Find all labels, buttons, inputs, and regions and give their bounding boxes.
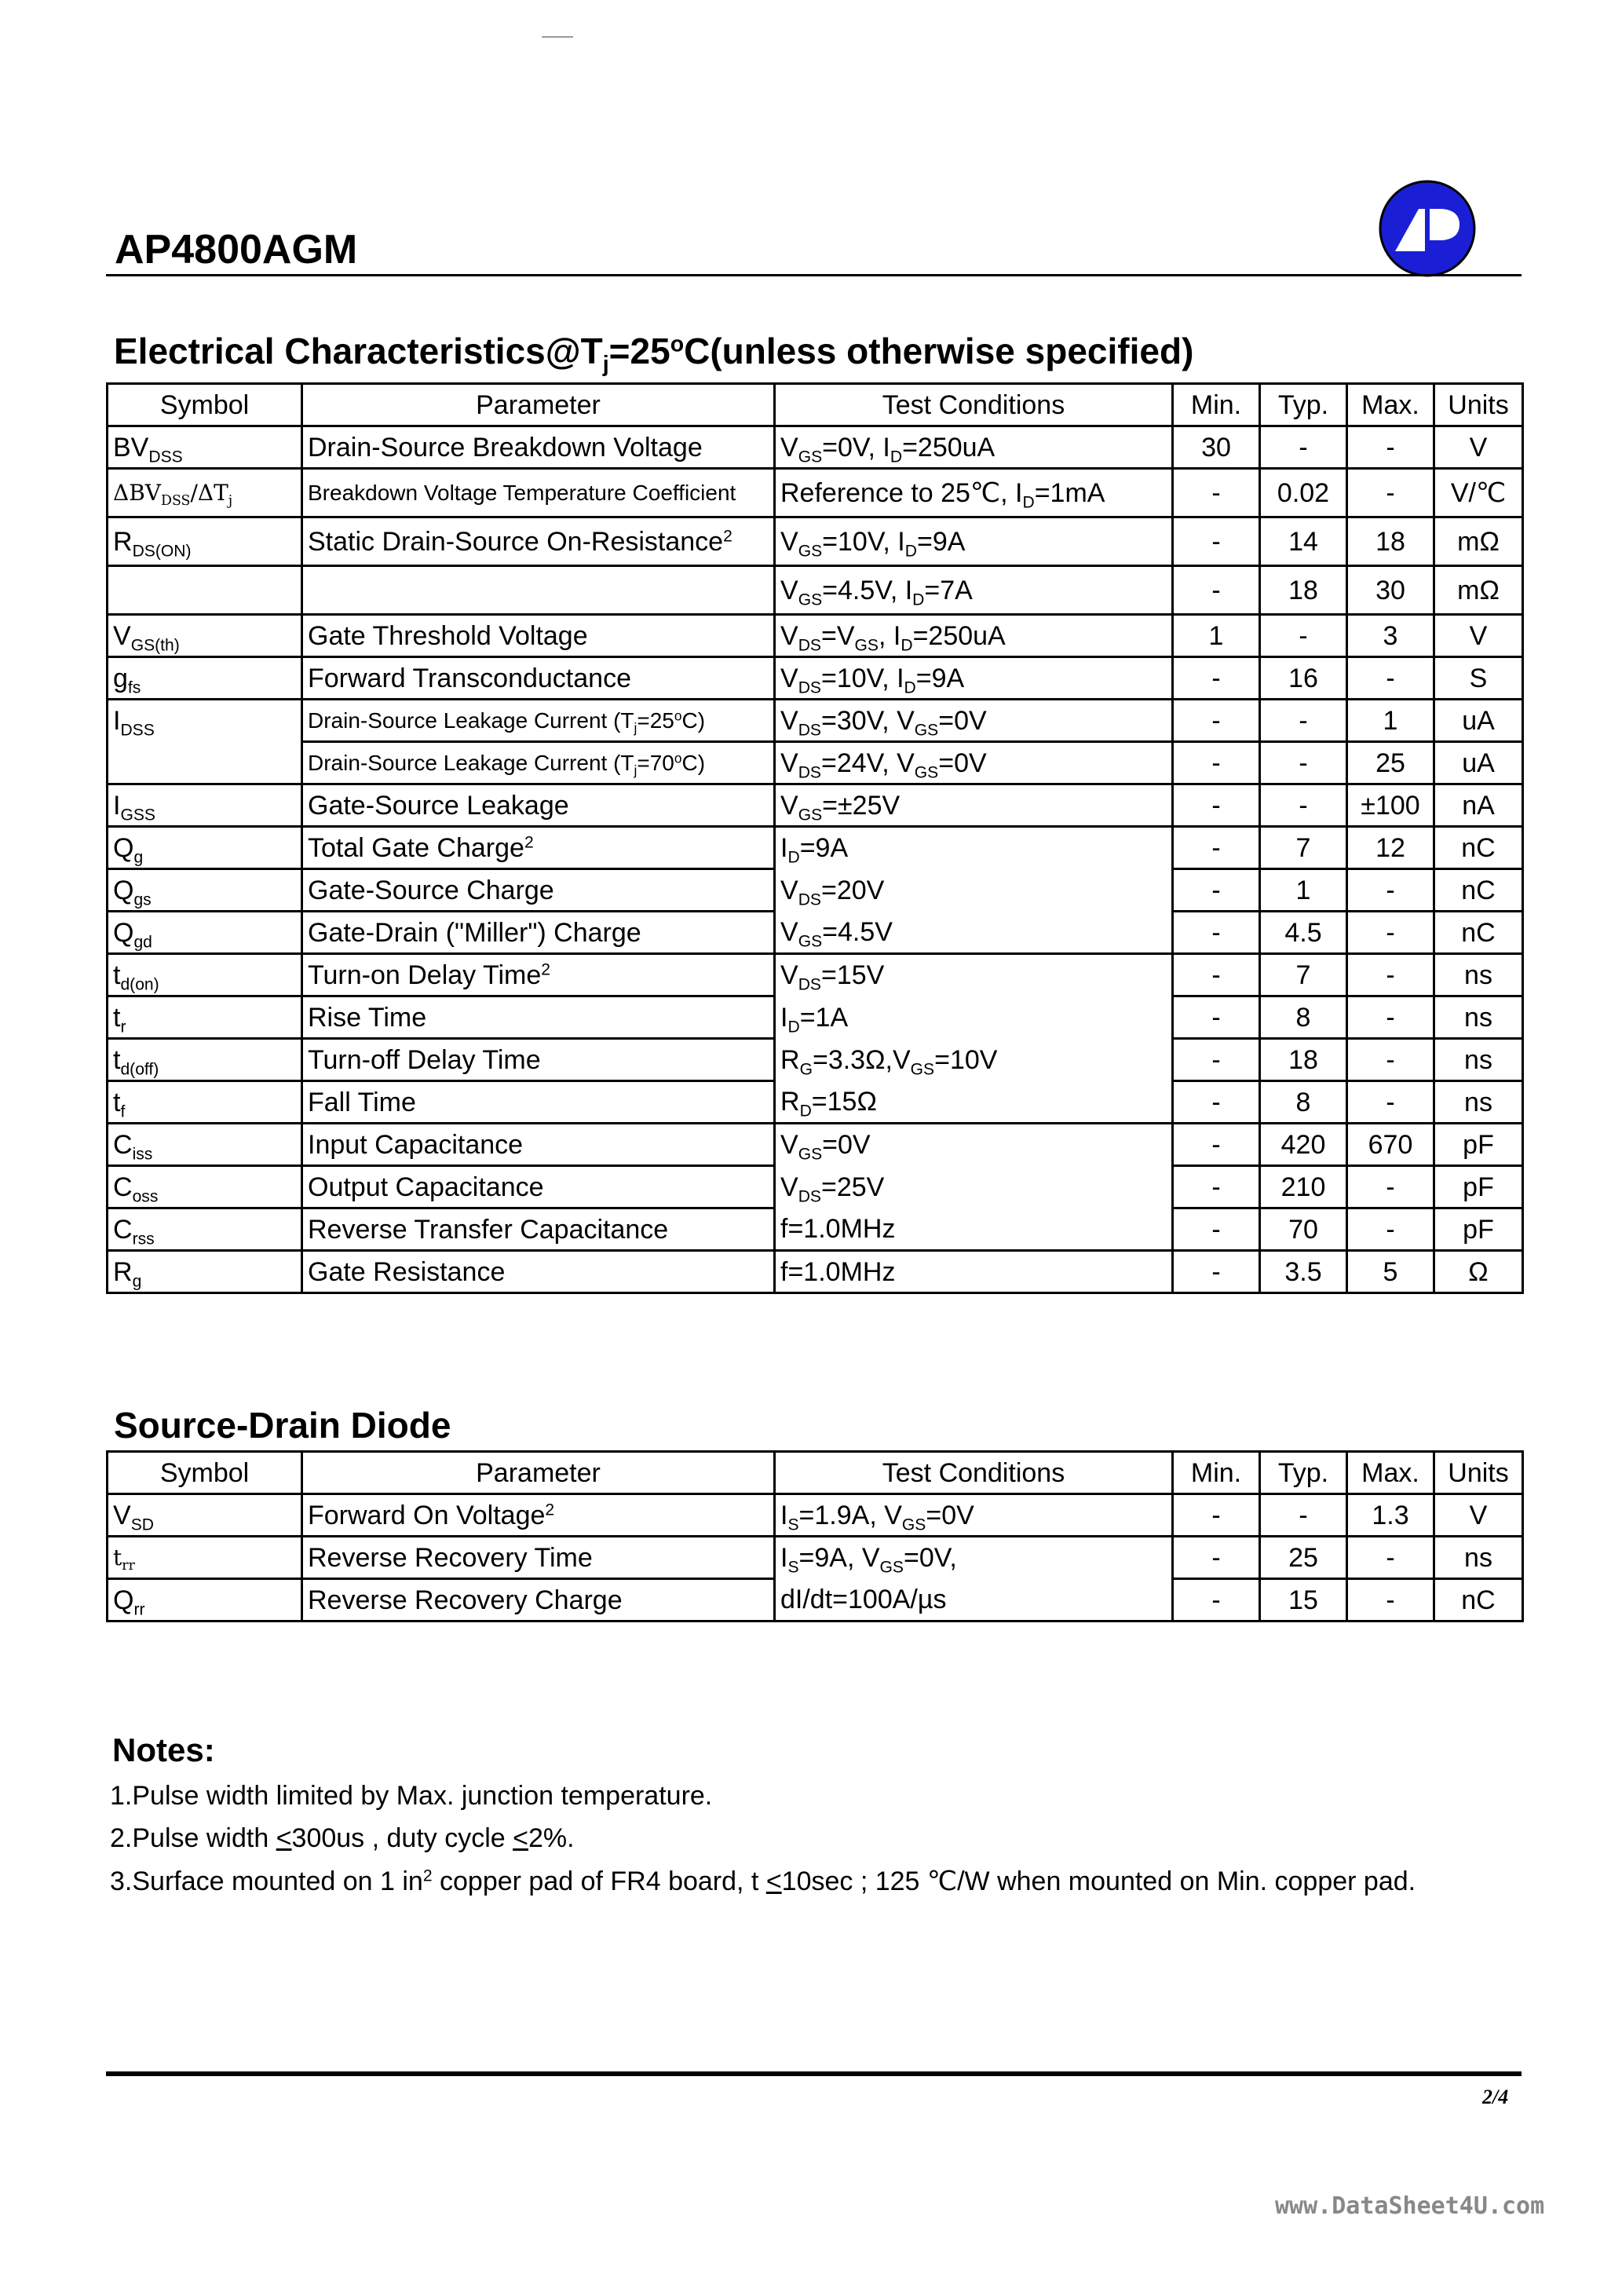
cell-min: - [1173,1039,1260,1081]
cell-symbol: $Q_{gs}$ [108,869,302,912]
table-row [108,996,1523,1039]
cell-parameter: Forward Transconductance [302,657,775,700]
table-row [108,517,1523,566]
cell-conditions: $V_{GS}=0V$, $I_D=250uA$ [775,426,1173,469]
cell-conditions: $I_S=9A$, $V_{GS}=0V$, [775,1537,1173,1579]
cell-symbol: $C_{oss}$ [108,1166,302,1208]
cell-typ: 25 [1260,1537,1347,1579]
cell-typ: - [1260,615,1347,657]
cell-unit: nC [1434,827,1523,869]
cell-conditions: $V_{DS}=30V$, $V_{GS}=0V$ [775,700,1173,742]
cell-typ: 18 [1260,1039,1347,1081]
cell-max: 670 [1347,1124,1434,1166]
cell-typ: - [1260,1494,1347,1537]
header-parameter: Parameter [302,1452,775,1494]
note-1: 1.Pulse width limited by Max. junction temperature. [110,1781,713,1811]
cell-symbol [108,742,302,784]
cell-conditions: $R_G=3.3\Omega,V_{GS}=10V$ [775,1039,1173,1081]
cell-unit: nC [1434,869,1523,912]
cell-conditions: $V_{GS}=\pm 25V$ [775,784,1173,827]
cell-max: - [1347,426,1434,469]
cell-parameter: Gate-Source Charge [302,869,775,912]
cell-unit: ns [1434,1081,1523,1124]
cell-symbol: $t_r$ [108,996,302,1039]
table-row [108,615,1523,657]
cell-unit: nC [1434,1579,1523,1621]
cell-min: - [1173,517,1260,566]
cell-max: - [1347,1166,1434,1208]
cell-min: - [1173,954,1260,996]
cell-symbol: $I_{DSS}$ [108,700,302,742]
header-conditions: Test Conditions [775,384,1173,426]
table-row [108,1081,1523,1124]
cell-symbol: $g_{fs}$ [108,657,302,700]
cell-typ: 8 [1260,1081,1347,1124]
cell-max: 18 [1347,517,1434,566]
source-drain-diode-table [106,1450,1524,1622]
cell-typ: - [1260,700,1347,742]
cell-typ: 1 [1260,869,1347,912]
cell-symbol: $R_{DS(ON)}$ [108,517,302,566]
cell-symbol: $Q_{gd}$ [108,912,302,954]
cell-typ: - [1260,426,1347,469]
cell-unit: ns [1434,1537,1523,1579]
cell-typ: - [1260,784,1347,827]
note-2: 2.Pulse width <300us , duty cycle <2%. [110,1823,575,1853]
cell-typ: 70 [1260,1208,1347,1251]
header-min: Min. [1173,384,1260,426]
cell-min: - [1173,566,1260,615]
table-header-row [108,384,1523,426]
cell-max: - [1347,996,1434,1039]
cell-min: - [1173,1251,1260,1293]
cell-typ: 4.5 [1260,912,1347,954]
part-number: AP4800AGM [115,227,358,272]
cell-symbol: $V_{SD}$ [108,1494,302,1537]
cell-symbol: $t_{rr}$ [108,1537,302,1579]
cell-unit: uA [1434,742,1523,784]
table-row [108,1208,1523,1251]
cell-min: - [1173,996,1260,1039]
cell-typ: 14 [1260,517,1347,566]
cell-parameter: Turn-off Delay Time [302,1039,775,1081]
cell-parameter: Gate-Source Leakage [302,784,775,827]
header-max: Max. [1347,384,1434,426]
cell-symbol: $R_g$ [108,1251,302,1293]
page-number: 2/4 [1482,2086,1509,2108]
table-row [108,954,1523,996]
cell-unit: nA [1434,784,1523,827]
cell-max: - [1347,1208,1434,1251]
cell-conditions: $V_{GS}=4.5V$ [775,912,1173,954]
note-3: 3.Surface mounted on 1 $in^2$ copper pad of FR4 board, t <10sec ; 125 ℃/W when mounted on Min. copper pad. [110,1866,1416,1896]
cell-conditions: Reference to 25℃, $I_D=1mA$ [775,469,1173,517]
cell-parameter: Input Capacitance [302,1124,775,1166]
table-row [108,742,1523,784]
top-mark [542,36,573,38]
cell-symbol: $t_{d(off)}$ [108,1039,302,1081]
cell-max: 12 [1347,827,1434,869]
cell-typ: 210 [1260,1166,1347,1208]
cell-parameter: Reverse Transfer Capacitance [302,1208,775,1251]
table-row [108,1537,1523,1579]
table-row [108,912,1523,954]
cell-max: - [1347,1039,1434,1081]
cell-parameter: Total Gate Charge$^2$ [302,827,775,869]
cell-parameter: Drain-Source Leakage Current $(T_j=25^oC)$ [302,700,775,742]
cell-max: - [1347,954,1434,996]
cell-symbol [108,566,302,615]
cell-typ: 0.02 [1260,469,1347,517]
cell-max: - [1347,869,1434,912]
cell-min: - [1173,1208,1260,1251]
cell-unit: S [1434,657,1523,700]
cell-symbol: $t_{d(on)}$ [108,954,302,996]
cell-min: 30 [1173,426,1260,469]
cell-max: - [1347,469,1434,517]
cell-max: 1.3 [1347,1494,1434,1537]
cell-parameter: Drain-Source Leakage Current $(T_j=70^oC)$ [302,742,775,784]
cell-max: 25 [1347,742,1434,784]
cell-conditions: f=1.0MHz [775,1208,1173,1251]
cell-typ: 8 [1260,996,1347,1039]
table-row [108,1251,1523,1293]
notes-title: Notes: [112,1731,215,1768]
cell-conditions: $V_{DS}=V_{GS}$, $I_D=250uA$ [775,615,1173,657]
cell-conditions: $I_D=9A$ [775,827,1173,869]
header-parameter: Parameter [302,384,775,426]
cell-min: - [1173,469,1260,517]
cell-conditions: $V_{GS}=4.5V$, $I_D=7A$ [775,566,1173,615]
cell-conditions: dI/dt=100A/µs [775,1579,1173,1621]
cell-parameter: Rise Time [302,996,775,1039]
cell-min: - [1173,912,1260,954]
cell-conditions: $I_D=1A$ [775,996,1173,1039]
header-typ: Typ. [1260,1452,1347,1494]
cell-min: - [1173,1124,1260,1166]
cell-conditions: $V_{GS}=10V$, $I_D=9A$ [775,517,1173,566]
cell-parameter: Gate Threshold Voltage [302,615,775,657]
cell-max: - [1347,657,1434,700]
header-symbol: Symbol [108,384,302,426]
cell-parameter: Gate Resistance [302,1251,775,1293]
cell-symbol: $BV_{DSS}$ [108,426,302,469]
cell-conditions: f=1.0MHz [775,1251,1173,1293]
cell-unit: uA [1434,700,1523,742]
cell-max: - [1347,1579,1434,1621]
cell-max: - [1347,1081,1434,1124]
cell-parameter: Reverse Recovery Charge [302,1579,775,1621]
cell-max: 30 [1347,566,1434,615]
cell-symbol: $C_{rss}$ [108,1208,302,1251]
cell-conditions: $V_{DS}=15V$ [775,954,1173,996]
cell-min: - [1173,827,1260,869]
cell-min: - [1173,1537,1260,1579]
table-row [108,784,1523,827]
header-units: Units [1434,1452,1523,1494]
cell-unit: V [1434,1494,1523,1537]
table-row [108,1124,1523,1166]
cell-conditions: $I_S=1.9A$, $V_{GS}=0V$ [775,1494,1173,1537]
cell-parameter: Turn-on Delay Time$^2$ [302,954,775,996]
cell-unit: V/℃ [1434,469,1523,517]
cell-parameter: Reverse Recovery Time [302,1537,775,1579]
cell-parameter: Drain-Source Breakdown Voltage [302,426,775,469]
cell-min: - [1173,742,1260,784]
cell-unit: mΩ [1434,566,1523,615]
cell-parameter: Output Capacitance [302,1166,775,1208]
cell-symbol: $Q_{rr}$ [108,1579,302,1621]
cell-typ: 18 [1260,566,1347,615]
cell-min: - [1173,869,1260,912]
watermark: www.DataSheet4U.com [1275,2192,1545,2220]
header-max: Max. [1347,1452,1434,1494]
cell-symbol: $C_{iss}$ [108,1124,302,1166]
header-conditions: Test Conditions [775,1452,1173,1494]
cell-typ: 15 [1260,1579,1347,1621]
header-min: Min. [1173,1452,1260,1494]
cell-unit: ns [1434,954,1523,996]
cell-typ: 3.5 [1260,1251,1347,1293]
table-header-row [108,1452,1523,1494]
cell-typ: 7 [1260,954,1347,996]
header-typ: Typ. [1260,384,1347,426]
cell-unit: V [1434,615,1523,657]
header-rule [106,274,1522,276]
table-row [108,566,1523,615]
cell-min: - [1173,784,1260,827]
table-row [108,1166,1523,1208]
header-symbol: Symbol [108,1452,302,1494]
table-row [108,469,1523,517]
cell-unit: nC [1434,912,1523,954]
table-row [108,1494,1523,1537]
cell-max: 5 [1347,1251,1434,1293]
cell-parameter: Gate-Drain ("Miller") Charge [302,912,775,954]
cell-typ: - [1260,742,1347,784]
cell-parameter [302,566,775,615]
cell-symbol: $V_{GS(th)}$ [108,615,302,657]
cell-symbol: $Q_g$ [108,827,302,869]
table-row [108,657,1523,700]
footer-rule [106,2071,1522,2076]
cell-parameter: Forward On Voltage$^2$ [302,1494,775,1537]
header-units: Units [1434,384,1523,426]
cell-min: - [1173,657,1260,700]
cell-symbol: $t_f$ [108,1081,302,1124]
cell-min: - [1173,1081,1260,1124]
cell-conditions: $V_{DS}=20V$ [775,869,1173,912]
cell-min: 1 [1173,615,1260,657]
cell-max: - [1347,1537,1434,1579]
cell-parameter: Static Drain-Source On-Resistance$^2$ [302,517,775,566]
cell-conditions: $V_{GS}=0V$ [775,1124,1173,1166]
cell-max: 1 [1347,700,1434,742]
cell-typ: 420 [1260,1124,1347,1166]
table-row [108,869,1523,912]
cell-unit: pF [1434,1208,1523,1251]
cell-conditions: $V_{DS}=10V$, $I_D=9A$ [775,657,1173,700]
cell-unit: pF [1434,1124,1523,1166]
cell-typ: 7 [1260,827,1347,869]
table-row [108,700,1523,742]
cell-conditions: $V_{DS}=24V$, $V_{GS}=0V$ [775,742,1173,784]
cell-unit: Ω [1434,1251,1523,1293]
cell-conditions: $R_D=15\Omega$ [775,1081,1173,1124]
cell-symbol: $I_{GSS}$ [108,784,302,827]
table-row [108,827,1523,869]
table-row [108,1579,1523,1621]
cell-unit: mΩ [1434,517,1523,566]
cell-min: - [1173,1494,1260,1537]
cell-parameter: Breakdown Voltage Temperature Coefficient [302,469,775,517]
ap-logo-icon [1378,179,1477,278]
cell-max: ±100 [1347,784,1434,827]
cell-max: 3 [1347,615,1434,657]
cell-unit: ns [1434,1039,1523,1081]
cell-unit: ns [1434,996,1523,1039]
cell-symbol: $\Delta BV_{DSS}/\Delta T_j$ [108,469,302,517]
cell-min: - [1173,1166,1260,1208]
cell-min: - [1173,700,1260,742]
electrical-characteristics-table [106,382,1524,1294]
cell-typ: 16 [1260,657,1347,700]
cell-unit: V [1434,426,1523,469]
cell-min: - [1173,1579,1260,1621]
table-row [108,1039,1523,1081]
source-drain-diode-title: Source-Drain Diode [114,1405,451,1446]
table-row [108,426,1523,469]
cell-max: - [1347,912,1434,954]
cell-conditions: $V_{DS}=25V$ [775,1166,1173,1208]
cell-parameter: Fall Time [302,1081,775,1124]
electrical-characteristics-title: Electrical $Characteristics@T_j=25^oC(unless$ otherwise specified) [114,331,1194,377]
cell-unit: pF [1434,1166,1523,1208]
